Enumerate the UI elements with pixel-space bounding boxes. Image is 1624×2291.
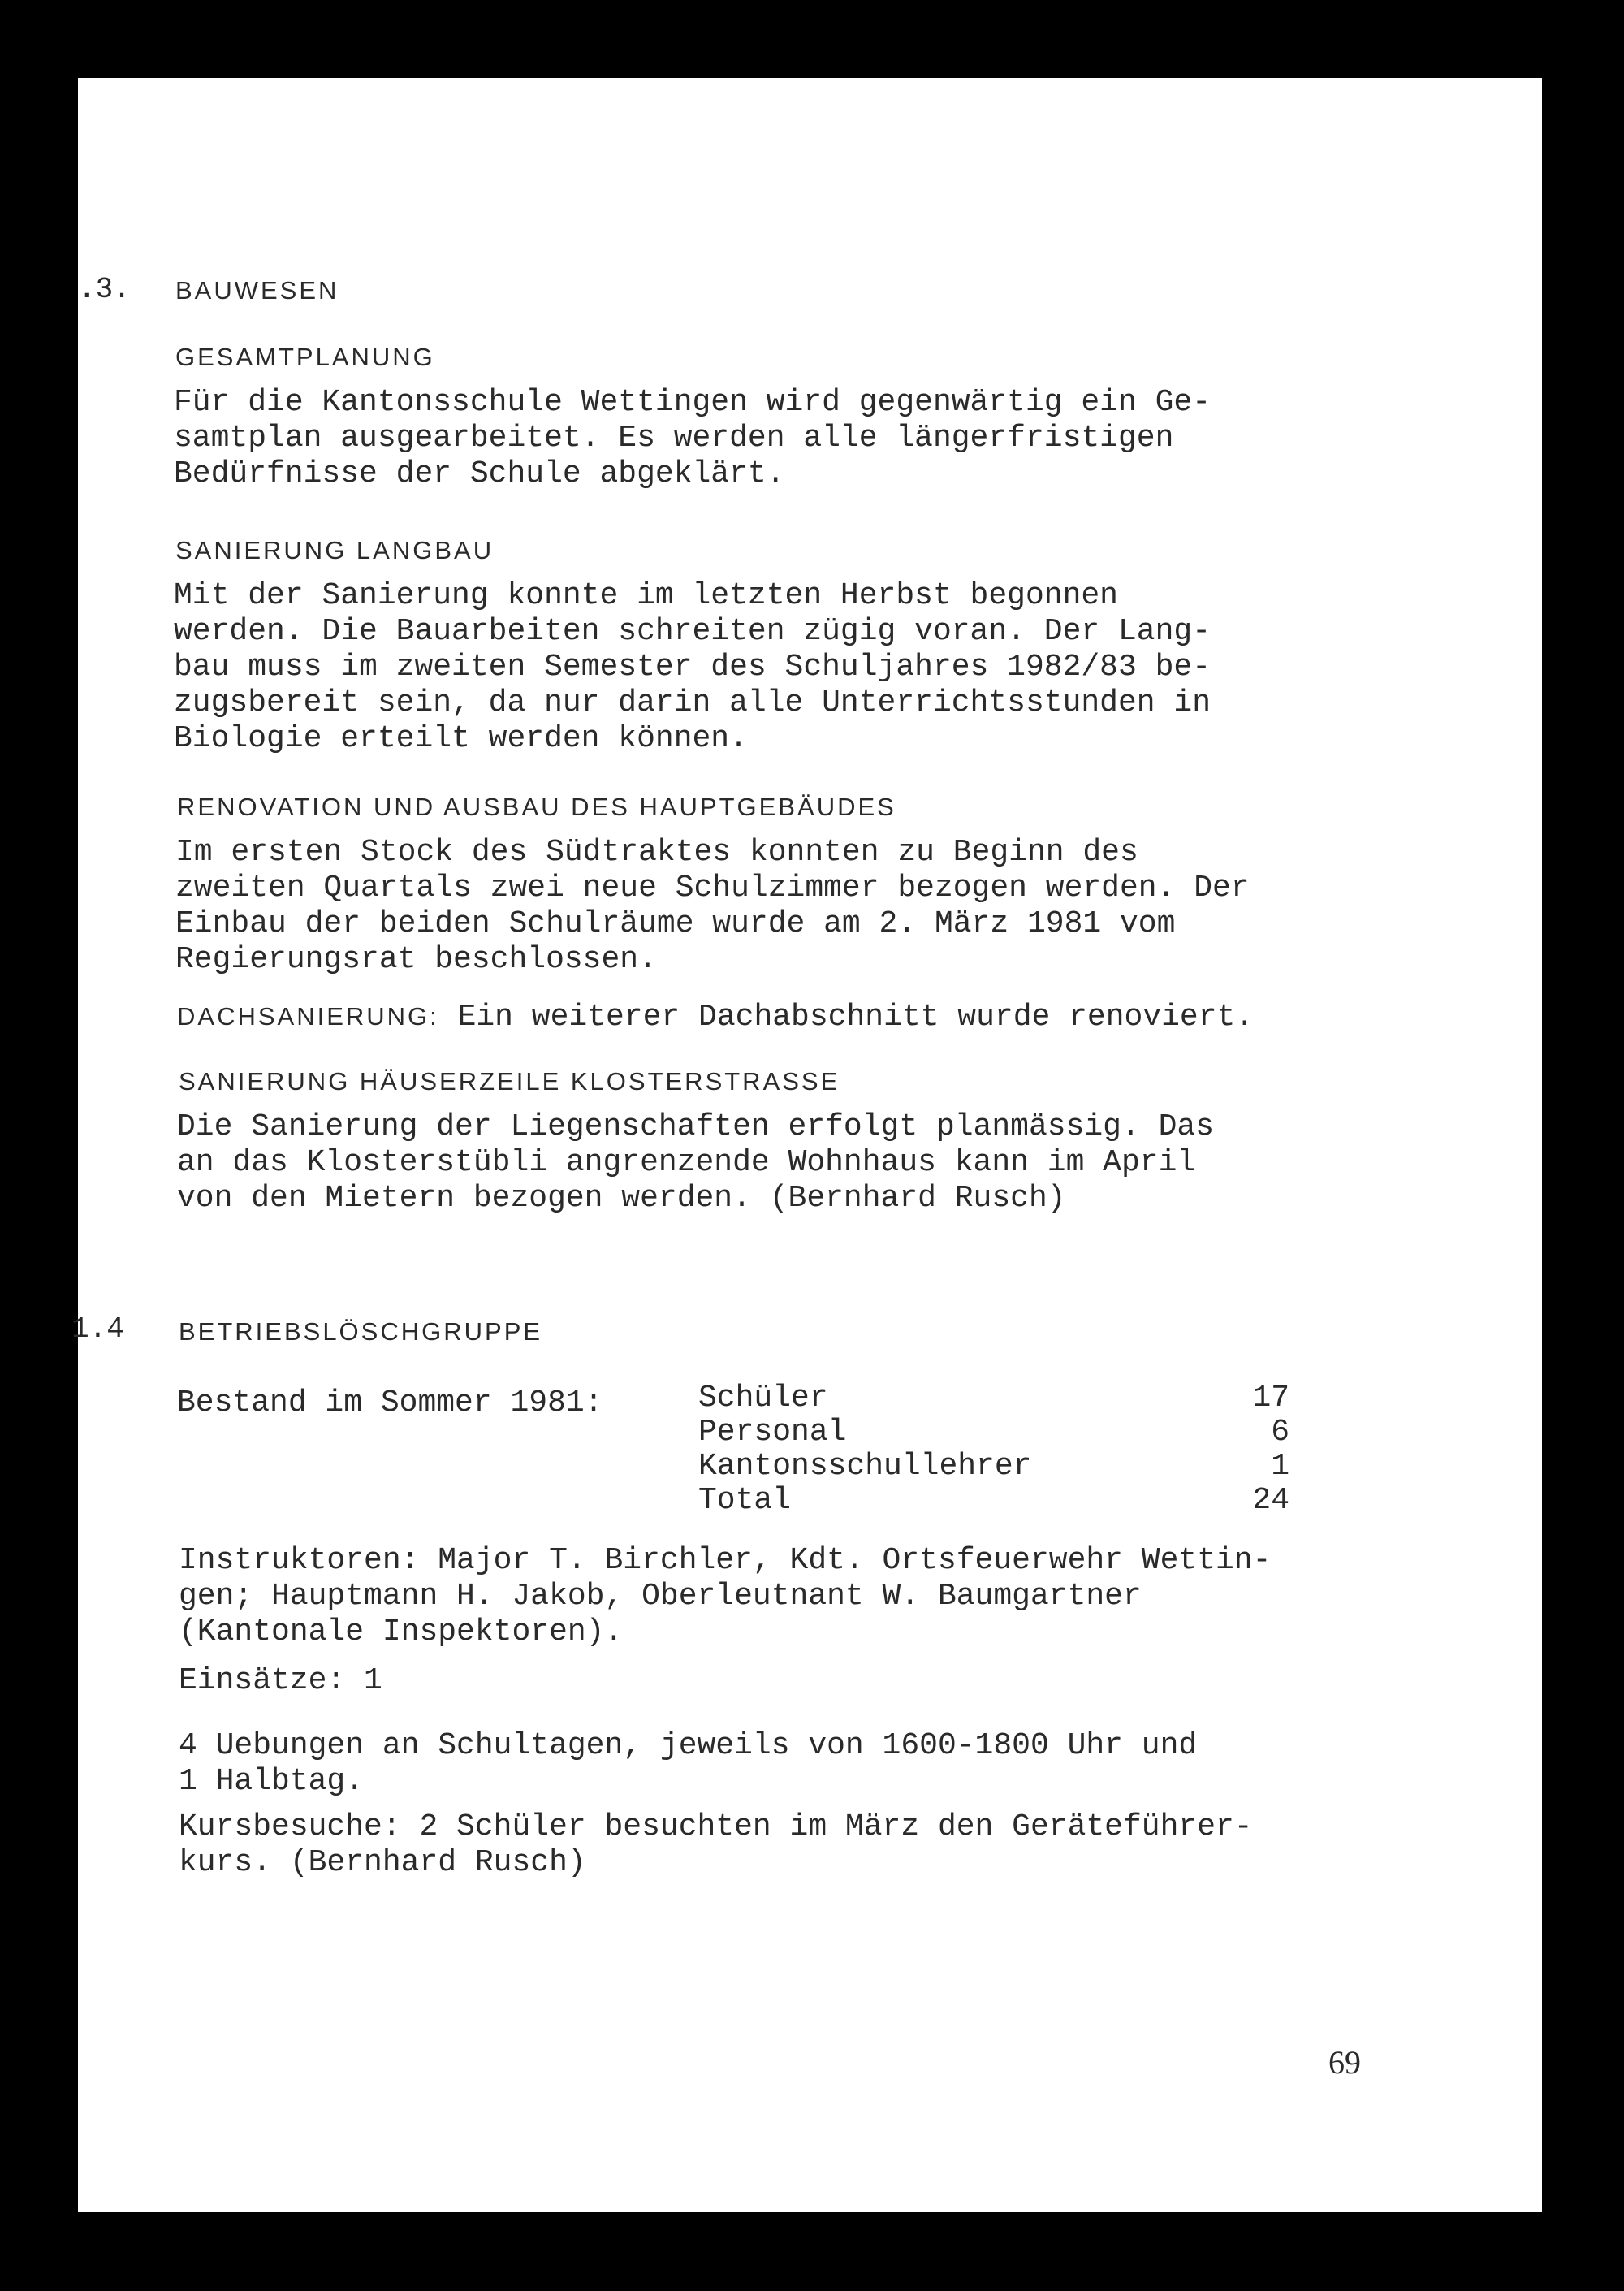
text-line: (Kantonale Inspektoren).: [179, 1615, 624, 1649]
text-line: Instruktoren: Major T. Birchler, Kdt. Ortsfeuerwehr Wettin-: [179, 1543, 1272, 1578]
bestand-item-value: 6: [1271, 1415, 1289, 1450]
heading-haeuserzeile: SANIERUNG HÄUSERZEILE KLOSTERSTRASSE: [179, 1067, 840, 1096]
text-line: werden. Die Bauarbeiten schreiten zügig voran. Der Lang-: [174, 614, 1212, 649]
paragraph-sanierung-langbau: [174, 578, 1211, 757]
text-line: zugsbereit sein, da nur darin alle Unterrichtsstunden in: [174, 685, 1212, 720]
bestand-item-label: Personal: [698, 1415, 847, 1450]
paragraph-dachsanierung: [177, 999, 1254, 1035]
paragraph-uebungen: [179, 1728, 1197, 1800]
heading-renovation: RENOVATION UND AUSBAU DES HAUPTGEBÄUDES: [177, 793, 896, 821]
paragraph-haeuserzeile: [177, 1109, 1214, 1217]
bestand-item-value: 17: [1252, 1381, 1289, 1416]
paragraph-kursbesuche: [179, 1809, 1253, 1881]
text-line: gen; Hauptmann H. Jakob, Oberleutnant W. Baumgartner: [179, 1579, 1142, 1614]
bestand-item-value: 1: [1271, 1449, 1289, 1484]
bestand-item-label: Schüler: [698, 1381, 828, 1416]
paragraph-instruktoren: [179, 1543, 1271, 1650]
text-line: Bedürfnisse der Schule abgeklärt.: [174, 456, 785, 491]
dachsanierung-label: DACHSANIERUNG:: [177, 1002, 439, 1031]
heading-sanierung-langbau: SANIERUNG LANGBAU: [175, 536, 495, 564]
text-line: Für die Kantonsschule Wettingen wird gegenwärtig ein Ge-: [174, 385, 1212, 420]
bestand-item-value: 24: [1252, 1483, 1289, 1518]
text-line: bau muss im zweiten Semester des Schuljahres 1982/83 be-: [174, 650, 1212, 685]
dachsanierung-text: Ein weiterer Dachabschnitt wurde renoviert.: [457, 1000, 1255, 1035]
paragraph-gesamtplanung: [174, 385, 1211, 492]
section-4-title: BETRIEBSLÖSCHGRUPPE: [179, 1317, 543, 1346]
bestand-item-label: Kantonsschullehrer: [698, 1449, 1032, 1484]
text-line: von den Mietern bezogen werden. (Bernhard Rusch): [177, 1181, 1066, 1216]
text-line: Einbau der beiden Schulräume wurde am 2. März 1981 vom: [175, 906, 1176, 941]
text-line: Mit der Sanierung konnte im letzten Herbst begonnen: [174, 578, 1118, 613]
bestand-label: Bestand im Sommer 1981:: [177, 1385, 603, 1420]
text-line: samtplan ausgearbeitet. Es werden alle längerfristigen: [174, 421, 1174, 456]
text-line: zweiten Quartals zwei neue Schulzimmer bezogen werden. Der: [175, 871, 1250, 906]
text-line: Kursbesuche: 2 Schüler besuchten im März den Geräteführer-: [179, 1809, 1253, 1844]
paragraph-renovation: [175, 835, 1250, 978]
page-number: 69: [1328, 2044, 1361, 2081]
section-3-title: BAUWESEN: [175, 276, 339, 305]
text-line: Biologie erteilt werden können.: [174, 721, 748, 756]
text-line: kurs. (Bernhard Rusch): [179, 1845, 586, 1880]
text-line: Im ersten Stock des Südtraktes konnten zu Beginn des: [175, 835, 1138, 870]
text-line: 1 Halbtag.: [179, 1764, 365, 1799]
section-3-number: .3.: [78, 273, 131, 306]
bestand-item-label: Total: [698, 1483, 792, 1518]
paragraph-einsaetze: [179, 1663, 382, 1699]
text-line: Einsätze: 1: [179, 1663, 382, 1698]
text-line: 4 Uebungen an Schultagen, jeweils von 1600-1800 Uhr und: [179, 1728, 1198, 1763]
document-page: [71, 78, 1542, 2212]
text-line: an das Klosterstübli angrenzende Wohnhaus kann im April: [177, 1145, 1196, 1180]
heading-gesamtplanung: GESAMTPLANUNG: [175, 343, 435, 371]
text-line: Regierungsrat beschlossen.: [175, 942, 657, 977]
text-line: Die Sanierung der Liegenschaften erfolgt planmässig. Das: [177, 1109, 1215, 1144]
section-4-number: 1.4: [71, 1312, 124, 1346]
